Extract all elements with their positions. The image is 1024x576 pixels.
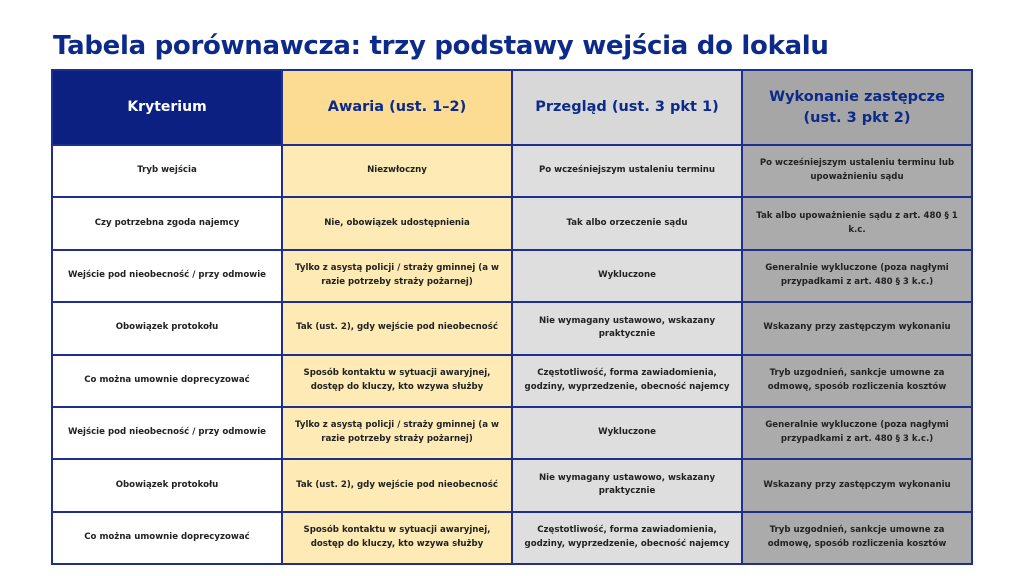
awaria-cell: Sposób kontaktu w sytuacji awaryjnej, dostęp do kluczy, kto wzywa służby (282, 512, 512, 564)
awaria-cell: Tylko z asystą policji / straży gminnej (a w razie potrzeby straży pożarnej) (282, 250, 512, 302)
przeglad-cell: Częstotliwość, forma zawiadomienia, godziny, wyprzedzenie, obecność najemcy (512, 355, 742, 407)
table-row (52, 145, 972, 197)
table-row (52, 250, 972, 302)
wykonanie-cell: Tak albo upoważnienie sądu z art. 480 § 1 k.c. (742, 197, 972, 249)
wykonanie-cell: Tryb uzgodnień, sankcje umowne za odmowę, sposób rozliczenia kosztów (742, 512, 972, 564)
table-row (52, 459, 972, 511)
wykonanie-cell: Po wcześniejszym ustaleniu terminu lub upoważnieniu sądu (742, 145, 972, 197)
table-row (52, 407, 972, 459)
table-row (52, 197, 972, 249)
wykonanie-cell: Generalnie wykluczone (poza nagłymi przypadkami z art. 480 § 3 k.c.) (742, 407, 972, 459)
criterion-cell: Obowiązek protokołu (52, 302, 282, 354)
awaria-cell: Sposób kontaktu w sytuacji awaryjnej, dostęp do kluczy, kto wzywa służby (282, 355, 512, 407)
criterion-cell: Tryb wejścia (52, 145, 282, 197)
awaria-cell: Tak (ust. 2), gdy wejście pod nieobecność (282, 302, 512, 354)
criterion-cell: Czy potrzebna zgoda najemcy (52, 197, 282, 249)
wykonanie-cell: Wskazany przy zastępczym wykonaniu (742, 459, 972, 511)
table-body (52, 145, 972, 564)
awaria-cell: Tak (ust. 2), gdy wejście pod nieobecność (282, 459, 512, 511)
przeglad-cell: Wykluczone (512, 407, 742, 459)
table-row (52, 512, 972, 564)
criterion-cell: Co można umownie doprecyzować (52, 512, 282, 564)
header-wykonanie-zastepcze: Wykonanie zastępcze (ust. 3 pkt 2) (742, 70, 972, 145)
criterion-cell: Co można umownie doprecyzować (52, 355, 282, 407)
criterion-cell: Wejście pod nieobecność / przy odmowie (52, 407, 282, 459)
przeglad-cell: Nie wymagany ustawowo, wskazany praktycznie (512, 302, 742, 354)
wykonanie-cell: Generalnie wykluczone (poza nagłymi przypadkami z art. 480 § 3 k.c.) (742, 250, 972, 302)
awaria-cell: Nie, obowiązek udostępnienia (282, 197, 512, 249)
przeglad-cell: Wykluczone (512, 250, 742, 302)
criterion-cell: Wejście pod nieobecność / przy odmowie (52, 250, 282, 302)
table-header (52, 70, 972, 145)
awaria-cell: Niezwłoczny (282, 145, 512, 197)
przeglad-cell: Tak albo orzeczenie sądu (512, 197, 742, 249)
wykonanie-cell: Wskazany przy zastępczym wykonaniu (742, 302, 972, 354)
awaria-cell: Tylko z asystą policji / straży gminnej (a w razie potrzeby straży pożarnej) (282, 407, 512, 459)
criterion-cell: Obowiązek protokołu (52, 459, 282, 511)
przeglad-cell: Częstotliwość, forma zawiadomienia, godziny, wyprzedzenie, obecność najemcy (512, 512, 742, 564)
table-row (52, 302, 972, 354)
header-awaria: Awaria (ust. 1–2) (282, 70, 512, 145)
przeglad-cell: Po wcześniejszym ustaleniu terminu (512, 145, 742, 197)
page-title: Tabela porównawcza: trzy podstawy wejścia do lokalu (53, 31, 829, 62)
table-row (52, 355, 972, 407)
przeglad-cell: Nie wymagany ustawowo, wskazany praktycznie (512, 459, 742, 511)
header-kryterium: Kryterium (52, 70, 282, 145)
comparison-table (51, 69, 973, 565)
header-przeglad: Przegląd (ust. 3 pkt 1) (512, 70, 742, 145)
wykonanie-cell: Tryb uzgodnień, sankcje umowne za odmowę, sposób rozliczenia kosztów (742, 355, 972, 407)
header-row (52, 70, 972, 145)
